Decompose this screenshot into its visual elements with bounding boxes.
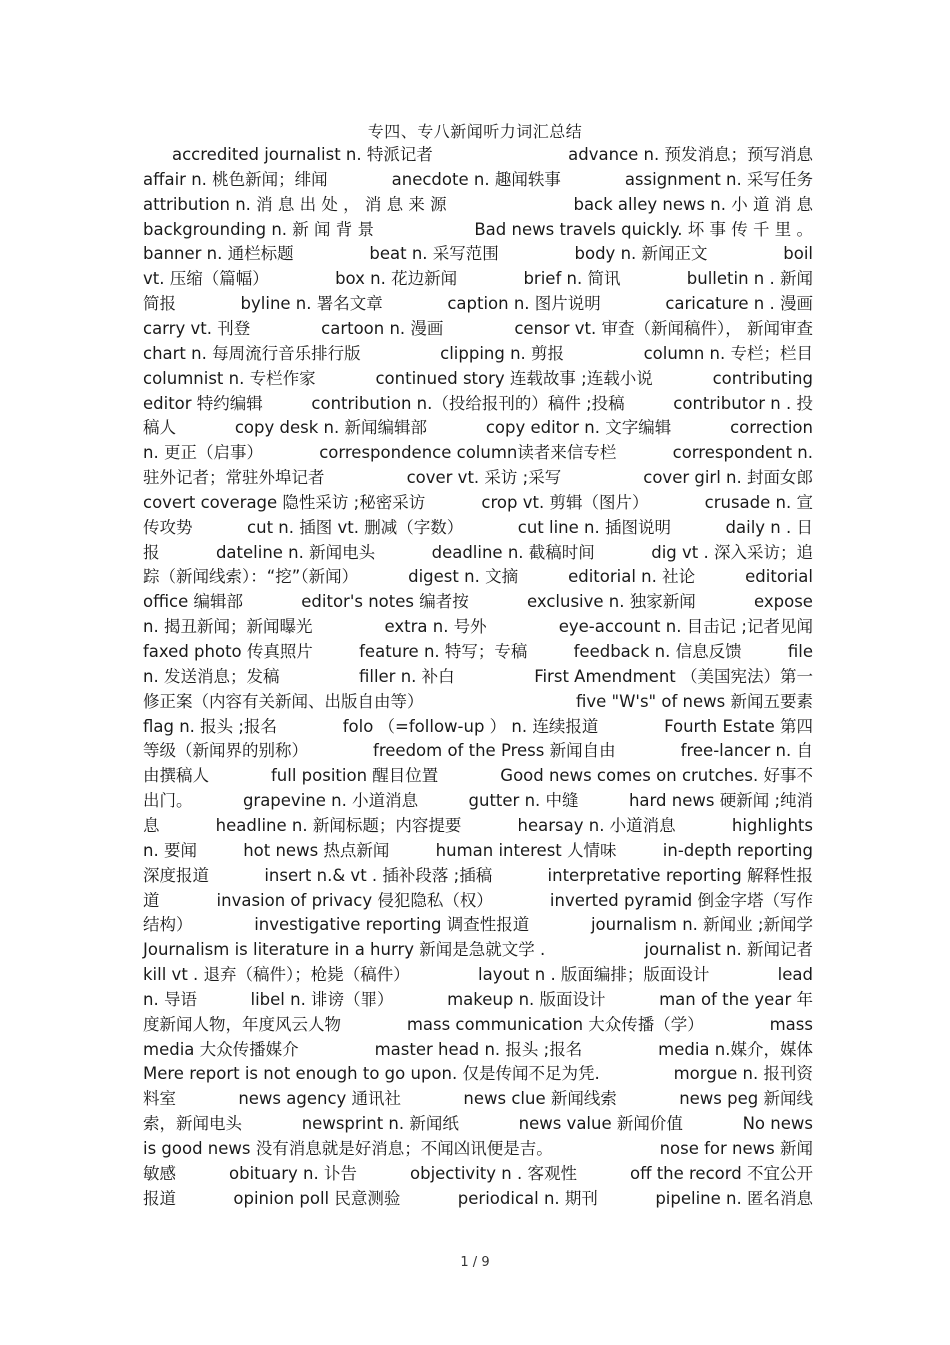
glossary-entry: layout n . 版面编排；版面设计 [478,965,710,984]
glossary-entry: in-depth reporting [662,841,813,860]
glossary-entry: assignment n. 采写任务 [624,170,813,189]
glossary-entry: man of the year 年 [659,990,813,1009]
glossary-entry: gutter n. 中缝 [468,791,579,810]
glossary-entry: journalism n. 新闻业 ;新闻学 [590,915,813,934]
glossary-entry: contributing [712,369,813,388]
glossary-entry: news peg 新闻线 [679,1089,813,1108]
glossary-line [143,764,813,788]
glossary-line [143,864,813,888]
glossary-entry: caption n. 图片说明 [447,294,601,313]
glossary-entry: eye-account n. 目击记 ;记者见闻 [558,617,813,636]
glossary-entry: editor 特约编辑 [143,394,263,413]
glossary-entry: 驻外记者；常驻外埠记者 [143,468,325,487]
glossary-entry: file [787,642,813,661]
glossary-entry: filler n. 补白 [358,667,455,686]
glossary-entry: newsprint n. 新闻纸 [301,1114,459,1133]
glossary-line [143,1087,813,1111]
glossary-line [143,218,813,242]
glossary-line [143,466,813,490]
glossary-entry: exclusive n. 独家新闻 [527,592,696,611]
glossary-entry: expose [754,592,813,611]
glossary-line [143,441,813,465]
glossary-entry: 简报 [143,294,176,313]
glossary-entry: censor vt. 审查（新闻稿件）， 新闻审查 [514,319,813,338]
glossary-line [143,392,813,416]
glossary-entry: beat n. 采写范围 [369,244,499,263]
glossary-line [143,938,813,962]
glossary-entry: five "W's" of news 新闻五要素 [575,692,813,711]
glossary-entry: faxed photo 传真照片 [143,642,313,661]
glossary-line [143,292,813,316]
glossary-line [143,1137,813,1161]
glossary-entry: crusade n. 宣 [704,493,813,512]
glossary-line [143,416,813,440]
glossary-entry: insert n.& vt . 插补段落 ;插稿 [264,866,493,885]
glossary-line [172,143,813,167]
glossary-entry: feature n. 特写；专稿 [359,642,528,661]
glossary-entry: nose for news 新闻 [659,1139,813,1158]
glossary-entry: anecdote n. 趣闻轶事 [391,170,561,189]
glossary-entry: journalist n. 新闻记者 [644,940,813,959]
glossary-line [143,913,813,937]
glossary-entry: 结构） [143,915,193,934]
glossary-entry: hot news 热点新闻 [243,841,390,860]
glossary-line [143,1112,813,1136]
glossary-line [143,565,813,589]
glossary-entry: Bad news travels quickly. 坏 事 传 千 里 。 [474,220,813,239]
glossary-entry: editor's notes 编者按 [301,592,469,611]
glossary-entry: advance n. 预发消息；预写消息 [568,145,813,164]
glossary-entry: headline n. 新闻标题；内容提要 [215,816,462,835]
glossary-entry: brief n. 简讯 [523,269,621,288]
glossary-line [143,739,813,763]
glossary-entry: full position 醒目位置 [271,766,439,785]
glossary-line [143,615,813,639]
glossary-line [143,193,813,217]
glossary-entry: office 编辑部 [143,592,244,611]
glossary-entry: makeup n. 版面设计 [447,990,606,1009]
glossary-entry: extra n. 号外 [384,617,487,636]
glossary-entry: 息 [143,816,160,835]
glossary-entry: daily n . 日 [725,518,813,537]
glossary-line [143,267,813,291]
glossary-entry: n. 导语 [143,990,197,1009]
glossary-entry: First Amendment （美国宪法）第一 [534,667,813,686]
glossary-entry: copy editor n. 文字编辑 [485,418,672,437]
glossary-entry: hearsay n. 小道消息 [517,816,676,835]
glossary-entry: 索，新闻电头 [143,1114,242,1133]
glossary-entry: pipeline n. 匿名消息 [655,1189,813,1208]
glossary-entry: news agency 通讯社 [238,1089,402,1108]
glossary-entry: n. 更正（启事） [143,443,263,462]
glossary-line [143,988,813,1012]
glossary-entry: editorial n. 社论 [568,567,696,586]
glossary-entry: 由撰稿人 [143,766,209,785]
glossary-entry: kill vt . 退弃（稿件）；枪毙（稿件） [143,965,410,984]
glossary-entry: Good news comes on crutches. 好事不 [500,766,813,785]
glossary-entry: 报道 [143,1189,176,1208]
glossary-entry: Journalism is literature in a hurry 新闻是急就文学 . [143,940,546,959]
glossary-entry: 踪（新闻线索）：“挖”（新闻） [143,567,359,586]
glossary-line [143,491,813,515]
glossary-entry: mass communication 大众传播（学） [406,1015,704,1034]
glossary-line [143,342,813,366]
glossary-line [143,889,813,913]
glossary-entry: Mere report is not enough to go upon. 仅是传闻不足为凭. [143,1064,600,1083]
glossary-entry: highlights [731,816,813,835]
glossary-entry: contributor n . 投 [673,394,813,413]
glossary-line [143,168,813,192]
glossary-entry: cut line n. 插图说明 [517,518,671,537]
document-title: 专四、专八新闻听力词汇总结 [367,122,583,141]
glossary-entry: cut n. 插图 vt. 删减（字数） [247,518,464,537]
glossary-entry: news value 新闻价值 [518,1114,683,1133]
glossary-entry: bulletin n . 新闻 [686,269,813,288]
glossary-entry: byline n. 署名文章 [240,294,383,313]
glossary-entry: crop vt. 剪辑（图片） [481,493,649,512]
glossary-entry: carry vt. 刊登 [143,319,251,338]
glossary-entry: libel n. 诽谤（罪） [250,990,394,1009]
glossary-entry: invasion of privacy 侵犯隐私（权） [216,891,493,910]
glossary-entry: 等级（新闻界的别称） [143,741,308,760]
glossary-entry: correspondent n. [672,443,813,462]
glossary-entry: inverted pyramid 倒金字塔（写作 [549,891,813,910]
glossary-entry: 度新闻人物，年度风云人物 [143,1015,341,1034]
glossary-entry: cartoon n. 漫画 [321,319,444,338]
glossary-line [143,814,813,838]
glossary-entry: n. 发送消息；发稿 [143,667,280,686]
glossary-entry: master head n. 报头 ;报名 [374,1040,583,1059]
glossary-entry: accredited journalist n. 特派记者 [172,145,433,164]
glossary-entry: correction [730,418,813,437]
glossary-line [143,541,813,565]
glossary-entry: morgue n. 报刊资 [673,1064,813,1083]
glossary-entry: correspondence column读者来信专栏 [319,443,617,462]
glossary-line [143,1038,813,1062]
glossary-entry: 出门。 [143,791,193,810]
glossary-entry: investigative reporting 调查性报道 [254,915,530,934]
glossary-entry: media 大众传播媒介 [143,1040,299,1059]
glossary-entry: human interest 人情味 [435,841,617,860]
glossary-entry: cover vt. 采访 ;采写 [406,468,562,487]
glossary-entry: Fourth Estate 第四 [664,717,813,736]
glossary-entry: n. 要闻 [143,841,197,860]
glossary-entry: columnist n. 专栏作家 [143,369,316,388]
glossary-entry: hard news 硬新闻 ;纯消 [628,791,813,810]
glossary-entry: copy desk n. 新闻编辑部 [234,418,427,437]
glossary-entry: No news [742,1114,813,1133]
glossary-entry: cover girl n. 封面女郎 [643,468,813,487]
glossary-entry: grapevine n. 小道消息 [242,791,419,810]
glossary-entry: news clue 新闻线索 [463,1089,617,1108]
glossary-line [143,516,813,540]
glossary-entry: column n. 专栏；栏目 [643,344,813,363]
glossary-entry: lead [777,965,813,984]
glossary-entry: chart n. 每周流行音乐排行版 [143,344,361,363]
glossary-entry: free-lancer n. 自 [680,741,813,760]
glossary-entry: periodical n. 期刊 [457,1189,598,1208]
glossary-line [143,242,813,266]
glossary-entry: attribution n. 消 息 出 处 ， 消 息 来 源 [143,195,447,214]
glossary-entry: 敏感 [143,1164,176,1183]
glossary-line [143,1162,813,1186]
glossary-entry: folo （=follow-up ） n. 连续报道 [342,717,599,736]
glossary-entry: opinion poll 民意测验 [233,1189,401,1208]
glossary-entry: clipping n. 剪报 [440,344,565,363]
glossary-line [143,1187,813,1211]
glossary-line [143,690,813,714]
page-number: 1 / 9 [460,1255,490,1270]
glossary-entry: contribution n.（投给报刊的）稿件 ;投稿 [311,394,625,413]
glossary-line [143,665,813,689]
glossary-entry: media n.媒介，媒体 [658,1040,813,1059]
glossary-entry: affair n. 桃色新闻；绯闻 [143,170,328,189]
glossary-entry: banner n. 通栏标题 [143,244,294,263]
glossary-entry: freedom of the Press 新闻自由 [373,741,616,760]
glossary-entry: is good news 没有消息就是好消息；不闻凶讯便是吉。 [143,1139,553,1158]
glossary-entry: 道 [143,891,160,910]
glossary-entry: vt. 压缩（篇幅） [143,269,269,288]
glossary-entry: dig vt . 深入采访；追 [651,543,813,562]
glossary-entry: box n. 花边新闻 [335,269,458,288]
glossary-entry: obituary n. 讣告 [229,1164,357,1183]
glossary-entry: digest n. 文摘 [408,567,519,586]
glossary-entry: feedback n. 信息反馈 [573,642,742,661]
glossary-entry: continued story 连载故事 ;连载小说 [375,369,653,388]
glossary-line [143,1013,813,1037]
glossary-line [143,640,813,664]
glossary-line [143,1062,813,1086]
glossary-line [143,839,813,863]
glossary-entry: back alley news n. 小 道 消 息 [573,195,813,214]
glossary-line [143,963,813,987]
glossary-entry: 深度报道 [143,866,209,885]
glossary-entry: 稿人 [143,418,176,437]
glossary-line [143,789,813,813]
glossary-entry: flag n. 报头 ;报名 [143,717,277,736]
glossary-entry: objectivity n . 客观性 [410,1164,577,1183]
glossary-entry: caricature n . 漫画 [665,294,813,313]
glossary-entry: 修正案（内容有关新闻、出版自由等） [143,692,424,711]
glossary-line [143,590,813,614]
glossary-entry: mass [769,1015,813,1034]
glossary-entry: dateline n. 新闻电头 [215,543,376,562]
glossary-entry: off the record 不宜公开 [629,1164,813,1183]
glossary-entry: backgrounding n. 新 闻 背 景 [143,220,375,239]
glossary-entry: covert coverage 隐性采访 ;秘密采访 [143,493,426,512]
glossary-line [143,317,813,341]
glossary-entry: 传攻势 [143,518,193,537]
glossary-line [143,715,813,739]
glossary-entry: deadline n. 截稿时间 [431,543,595,562]
glossary-entry: body n. 新闻正文 [574,244,708,263]
glossary-entry: 料室 [143,1089,176,1108]
glossary-entry: boil [783,244,813,263]
glossary-entry: editorial [745,567,813,586]
glossary-line [143,367,813,391]
glossary-entry: interpretative reporting 解释性报 [547,866,813,885]
glossary-entry: 报 [143,543,160,562]
glossary-entry: n. 揭丑新闻；新闻曝光 [143,617,313,636]
